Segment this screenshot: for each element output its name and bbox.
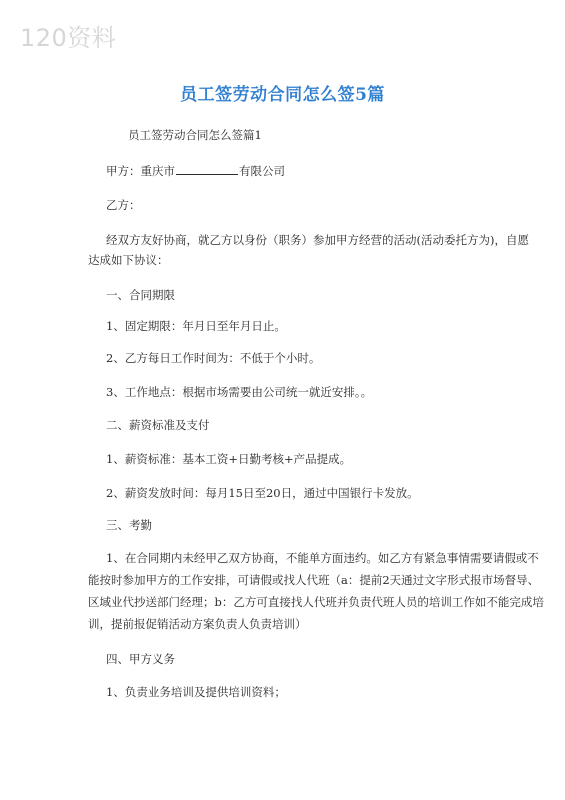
section-heading: 四、甲方义务: [106, 652, 175, 666]
list-item: 1、负责业务培训及提供培训资料；: [106, 685, 286, 699]
section-heading: 一、合同期限: [106, 288, 175, 302]
blank-underline: [176, 163, 238, 175]
paragraph-line: 区域业代抄送部门经理；b：乙方可直接找人代班并负责代班人员的培训工作如不能完成培: [88, 595, 544, 609]
document-title: 员工签劳动合同怎么签5篇: [180, 85, 385, 105]
list-item: 1、薪资标准：基本工资+日勤考核+产品提成。: [106, 452, 352, 466]
party-b-line: 乙方：: [106, 198, 141, 212]
party-a-prefix: 甲方：重庆市: [106, 164, 175, 178]
party-a-line: [106, 163, 285, 179]
watermark: 120资料: [20, 24, 117, 52]
party-a-suffix: 有限公司: [239, 164, 285, 178]
list-item: 2、薪资发放时间：每月15日至20日，通过中国银行卡发放。: [106, 486, 419, 500]
intro-line-2: 达成如下协议：: [88, 253, 169, 267]
list-item: 1、固定期限：年月日至年月日止。: [106, 319, 286, 333]
list-item: 2、乙方每日工作时间为：不低于个小时。: [106, 351, 321, 365]
section-subtitle: 员工签劳动合同怎么签篇1: [128, 128, 262, 142]
paragraph-line: 训，提前报促销活动方案负责人负责培训）: [88, 617, 307, 631]
paragraph-line: 1、在合同期内未经甲乙双方协商，不能单方面违约。如乙方有紧急事情需要请假或不: [106, 551, 539, 565]
section-heading: 二、薪资标准及支付: [106, 418, 210, 432]
list-item: 3、工作地点：根据市场需要由公司统一就近安排。。: [106, 385, 373, 399]
intro-line-1: 经双方友好协商，就乙方以身份（职务）参加甲方经营的活动(活动委托方为)，自愿: [106, 233, 529, 247]
paragraph-line: 能按时参加甲方的工作安排，可请假或找人代班（a：提前2天通过文字形式报市场督导、: [88, 573, 540, 587]
section-heading: 三、考勤: [106, 518, 152, 532]
